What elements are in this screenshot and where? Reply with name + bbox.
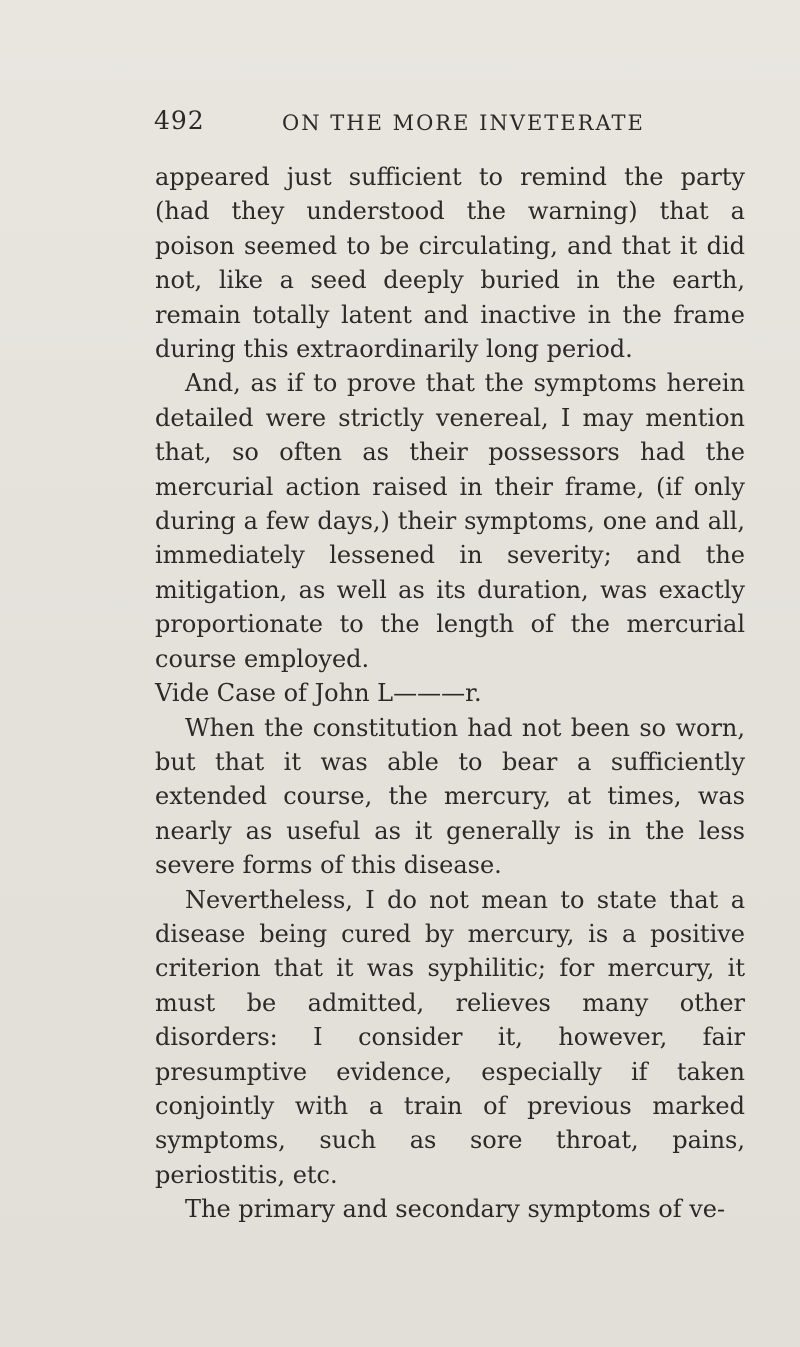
paragraph-continuation: appeared just sufficient to remind the party (had they understood the warning) that a poison seemed to be circulating, and that it did not, like a seed deeply buried in the earth, remain totally latent and inactive in the frame during this extraordinarily long period. [155, 163, 745, 364]
page-number: 492 [154, 106, 205, 135]
body-text [155, 160, 745, 1227]
paragraph-mercurial-action: And, as if to prove that the symptoms herein detailed were strictly venereal, I may mention that, so often as their possessors had the mercurial action raised in their frame, (if only during a few days,) their symptoms, one and all, immediately lessened in severity; and the mitigation, as well as its duration, was exactly proportionate to the length of the mercurial course employed. [155, 369, 745, 673]
case-reference: Vide Case of John L———r. [155, 679, 482, 708]
running-title: ON THE MORE INVETERATE [282, 111, 645, 135]
paragraph-nevertheless: Nevertheless, I do not mean to state that a disease being cured by mercury, is a positive criterion that it was syphilitic; for mercury, it must be admitted, relieves many other disorders: I consider it, however, fair presumptive evidence, especially if taken conjointly with a train of previous marked symptoms, such as sore throat, pains, periostitis, etc. [155, 885, 745, 1189]
paragraph-primary-secondary: The primary and secondary symptoms of ve- [185, 1195, 726, 1224]
paragraph-constitution: When the constitution had not been so worn, but that it was able to bear a sufficiently extended course, the mercury, at times, was nearly as useful as it generally is in the less severe forms of this disease. [155, 713, 745, 880]
